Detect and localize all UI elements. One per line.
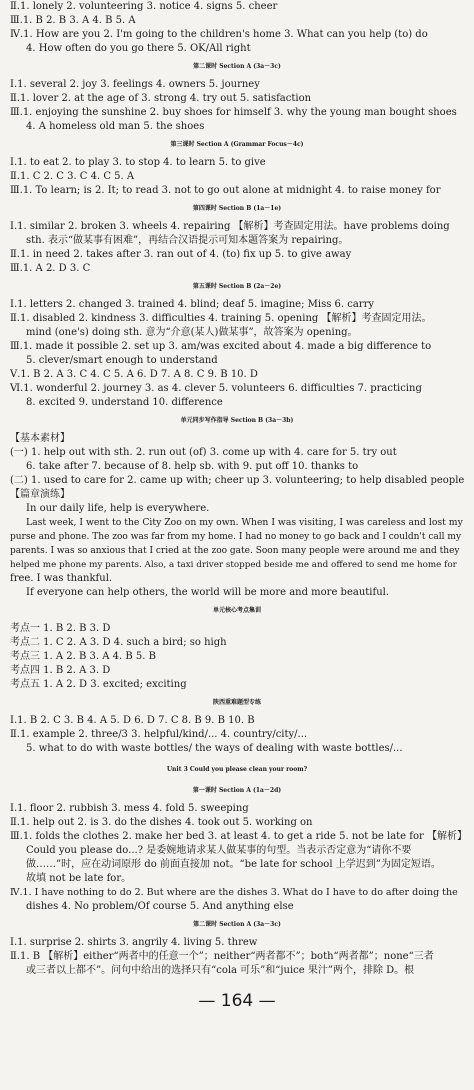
section-heading: 陕西重难题型专练 (212, 699, 261, 706)
text-line: Ⅰ.1. floor 2. rubbish 3. mess 4. fold 5. sweeping (10, 803, 249, 814)
text-line: (一) 1. help out with sth. 2. run out (of) 3. come up with 4. care for 5. try out (10, 447, 397, 458)
text-line: Ⅰ.1. B 2. C 3. B 4. A 5. D 6. D 7. C 8. B 9. B 10. B (10, 715, 255, 726)
text-line: Ⅵ.1. wonderful 2. journey 3. as 4. clever 5. volunteers 6. difficulties 7. practicing (10, 383, 422, 394)
section-heading: 第五课时 Section B (2a－2e) (192, 283, 282, 290)
text-line: Last week, I went to the City Zoo on my own. When I was visiting, I was careless and lost my (26, 517, 463, 528)
text-line: Ⅰ.1. to eat 2. to play 3. to stop 4. to learn 5. to give (10, 157, 266, 168)
text-line: Ⅰ.1. surprise 2. shirts 3. angrily 4. living 5. threw (10, 937, 258, 948)
text-line: 8. excited 9. understand 10. difference (26, 397, 223, 408)
text-line: 5. what to do with waste bottles/ the ways of dealing with waste bottles/... (26, 743, 403, 754)
text-line: Ⅱ.1. help out 2. is 3. do the dishes 4. took out 5. working on (10, 817, 313, 828)
text-line: 4. How often do you go there 5. OK/All right (26, 43, 251, 54)
section-heading: 第四课时 Section B (1a－1e) (192, 205, 282, 212)
text-line: Ⅰ.1. several 2. joy 3. feelings 4. owners 5. journey (10, 79, 260, 90)
text-line: 考点二 1. C 2. A 3. D 4. such a bird; so high (10, 637, 227, 648)
text-line: 考点四 1. B 2. A 3. D (10, 665, 111, 676)
text-line: Ⅱ.1. disabled 2. kindness 3. difficulties 4. training 5. opening 【解析】考查固定用法。 (10, 313, 432, 324)
text-line: 5. clever/smart enough to understand (26, 355, 218, 366)
text-line: Ⅰ.1. similar 2. broken 3. wheels 4. repairing 【解析】考查固定用法。have problems doing (10, 221, 450, 232)
text-line: 考点三 1. A 2. B 3. A 4. B 5. B (10, 651, 156, 662)
text-line: 【篇章演练】 (10, 489, 70, 500)
text-line: Ⅳ.1. How are you 2. I'm going to the children's home 3. What can you help (to) do (10, 29, 428, 40)
text-line: Ⅱ.1. lover 2. at the age of 3. strong 4. try out 5. satisfaction (10, 93, 312, 104)
text-line: 4. A homeless old man 5. the shoes (26, 121, 205, 132)
text-line: 做……”时，应在动词原形 do 前面直接加 not。“be late for school 上学迟到”为固定短语。 (26, 859, 441, 870)
text-line: Ⅳ.1. I have nothing to do 2. But where are the dishes 3. What do I have to do after doing the (10, 887, 458, 898)
text-line: sth. 表示“做某事有困难”，再结合汉语提示可知本题答案为 repairing。 (26, 235, 349, 246)
section-heading: 第三课时 Section A (Grammar Focus－4c) (170, 141, 304, 148)
text-line: Ⅱ.1. in need 2. takes after 3. ran out of 4. (to) fix up 5. to give away (10, 249, 352, 260)
text-line: 6. take after 7. because of 8. help sb. with 9. put off 10. thanks to (26, 461, 359, 472)
text-line: (二) 1. used to care for 2. came up with; cheer up 3. volunteering; to help disabled people (10, 475, 465, 486)
section-heading: 单元同步写作指导 Section B (3a－3b) (180, 417, 294, 424)
text-line: mind (one's) doing sth. 意为“介意(某人)做某事”，故答案为 opening。 (26, 327, 358, 338)
text-line: If everyone can help others, the world will be more and more beautiful. (26, 587, 390, 598)
text-line: Ⅰ.1. letters 2. changed 3. trained 4. blind; deaf 5. imagine; Miss 6. carry (10, 299, 374, 310)
text-line: 考点五 1. A 2. D 3. excited; exciting (10, 679, 187, 690)
section-heading: 单元核心考点集训 (212, 607, 261, 614)
text-line: Could you please do...? 是委婉地请求某人做某事的句型。当表示否定意为“请你不要 (26, 845, 412, 856)
section-heading: 第二课时 Section A (3a－3c) (193, 921, 281, 928)
text-line: Ⅲ.1. enjoying the sunshine 2. buy shoes for himself 3. why the young man bought shoes (10, 107, 457, 118)
text-line: 考点一 1. B 2. B 3. D (10, 623, 111, 634)
unit-title: Unit 3 Could you please clean your room? (166, 766, 308, 773)
section-heading: 第一课时 Section A (1a－2d) (192, 787, 282, 794)
text-line: purse and phone. The zoo was far from my home. I had no money to go back and I couldn't call my (10, 532, 462, 542)
text-line: Ⅲ.1. made it possible 2. set up 3. am/was excited about 4. made a big difference to (10, 341, 432, 352)
text-line: 故填 not be late for。 (26, 873, 132, 884)
page-number: — 164 — (198, 991, 276, 1011)
text-line: Ⅲ.1. B 2. B 3. A 4. B 5. A (10, 15, 136, 26)
text-line: Ⅲ.1. folds the clothes 2. make her bed 3. at least 4. to get a ride 5. not be late for 【解析】 (10, 831, 467, 842)
text-line: In our daily life, help is everywhere. (26, 503, 210, 514)
text-line: Ⅱ.1. example 2. three/3 3. helpful/kind/... 4. country/city/... (10, 729, 308, 740)
text-line: Ⅲ.1. To learn; is 2. It; to read 3. not to go out alone at midnight 4. to raise money for (10, 185, 441, 196)
section-heading: 第二课时 Section A (3a－3c) (193, 63, 281, 70)
text-line: Ⅴ.1. B 2. A 3. C 4. C 5. A 6. D 7. A 8. C 9. B 10. D (10, 369, 258, 380)
text-line: dishes 4. No problem/Of course 5. And anything else (26, 901, 294, 912)
text-line: helped me phone my parents. Also, a taxi driver stopped beside me and offered to send me home for (10, 560, 457, 570)
text-line: 【基本素材】 (10, 433, 70, 444)
text-line: Ⅲ.1. A 2. D 3. C (10, 263, 91, 274)
text-line: Ⅱ.1. C 2. C 3. C 4. C 5. A (10, 171, 135, 182)
text-line: 或三者以上都不”。问句中给出的选择只有“cola 可乐”和“juice 果汁”两个，排除 D。根 (26, 965, 415, 976)
text-line: Ⅱ.1. B 【解析】either“两者中的任意一个”；neither“两者都不”；both“两者都”；none“三者 (10, 951, 434, 962)
text-line: free. I was thankful. (10, 573, 113, 584)
text-line: Ⅱ.1. lonely 2. volunteering 3. notice 4. signs 5. cheer (10, 1, 278, 12)
text-line: parents. I was so anxious that I cried at the zoo gate. Soon many people were around me and they (10, 546, 460, 556)
